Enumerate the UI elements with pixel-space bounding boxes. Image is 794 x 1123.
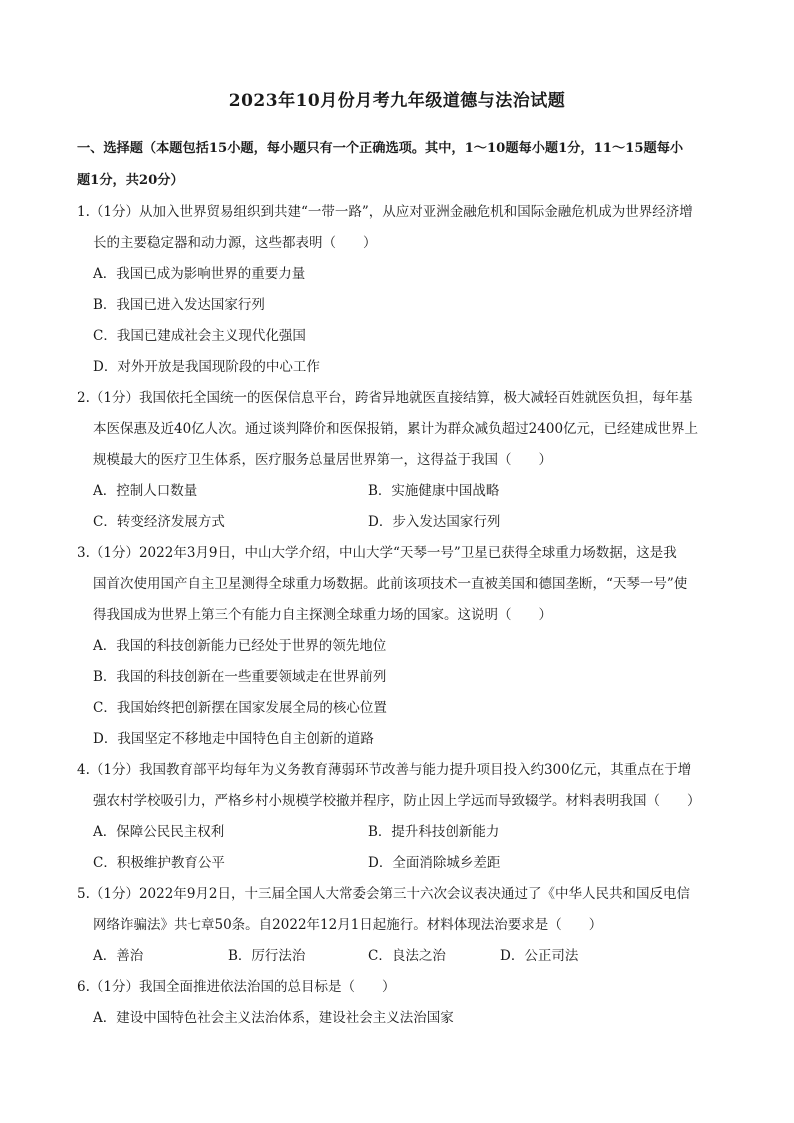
section-heading-line-2: 题1分，共20分） (77, 173, 184, 188)
option-d: D．对外开放是我国现阶段的中心工作 (93, 359, 320, 375)
question-stem-line: 6.（1分）我国全面推进依法治国的总目标是（ ） (77, 979, 396, 995)
question-stem-line: 4.（1分）我国教育部平均每年为义务教育薄弱环节改善与能力提升项目投入约300亿元，其重点在于增 (77, 762, 692, 778)
option-c: C．转变经济发展方式 (93, 514, 225, 530)
page-title: 2023年10月份月考九年级道德与法治试题 (228, 91, 566, 111)
question-stem-line: 网络诈骗法》共七章50条。自2022年12月1日起施行。材料体现法治要求是（ ） (93, 917, 603, 933)
question-stem-line: 规模最大的医疗卫生体系，医疗服务总量居世界第一，这得益于我国（ ） (93, 452, 552, 468)
option-a: A．我国已成为影响世界的重要力量 (93, 266, 306, 282)
question-stem-line: 3.（1分）2022年3月9日，中山大学介绍，中山大学“天琴一号”卫星已获得全球重力场数据，这是我 (77, 545, 677, 561)
question-stem-line: 强农村学校吸引力，严格乡村小规模学校撤并程序，防止因上学远而导致辍学。材料表明我国（ ） (93, 793, 701, 809)
option-d: D．公正司法 (500, 948, 579, 964)
question-stem-line: 本医保惠及近40亿人次。通过谈判降价和医保报销，累计为群众减负超过2400亿元，已经建成世界上 (93, 421, 699, 437)
question-stem-line: 国首次使用国产自主卫星测得全球重力场数据。此前该项技术一直被美国和德国垄断，“天琴一号”使 (93, 576, 688, 592)
option-b: B．厉行法治 (228, 948, 306, 964)
option-d: D．步入发达国家行列 (368, 514, 501, 530)
option-b: B．提升科技创新能力 (368, 824, 500, 840)
section-heading-line-1: 一、选择题（本题包括15小题，每小题只有一个正确选项。其中，1～10题每小题1分，11～15题每小 (77, 141, 684, 156)
option-d: D．我国坚定不移地走中国特色自主创新的道路 (93, 731, 374, 747)
option-a: A．建设中国特色社会主义法治体系，建设社会主义法治国家 (93, 1010, 454, 1026)
option-c: C．我国始终把创新摆在国家发展全局的核心位置 (93, 700, 387, 716)
option-c: C．良法之治 (368, 948, 446, 964)
option-c: C．我国已建成社会主义现代化强国 (93, 328, 306, 344)
option-a: A．善治 (93, 948, 144, 964)
question-stem-line: 长的主要稳定器和动力源，这些都表明（ ） (93, 235, 377, 251)
question-stem-line: 得我国成为世界上第三个有能力自主探测全球重力场的国家。这说明（ ） (93, 607, 552, 623)
question-stem-line: 5.（1分）2022年9月2日，十三届全国人大常委会第三十六次会议表决通过了《中华人民共和国反电信 (77, 886, 691, 902)
option-d: D．全面消除城乡差距 (368, 855, 501, 871)
option-c: C．积极维护教育公平 (93, 855, 225, 871)
option-a: A．控制人口数量 (93, 483, 198, 499)
option-b: B．我国已进入发达国家行列 (93, 297, 265, 313)
option-a: A．我国的科技创新能力已经处于世界的领先地位 (93, 638, 387, 654)
question-stem-line: 1.（1分）从加入世界贸易组织到共建“一带一路”，从应对亚洲金融危机和国际金融危机成为世界经济增 (77, 204, 693, 220)
option-b: B．实施健康中国战略 (368, 483, 500, 499)
option-b: B．我国的科技创新在一些重要领域走在世界前列 (93, 669, 387, 685)
question-stem-line: 2.（1分）我国依托全国统一的医保信息平台，跨省异地就医直接结算，极大减轻百姓就医负担，每年基 (77, 390, 693, 406)
option-a: A．保障公民民主权利 (93, 824, 225, 840)
